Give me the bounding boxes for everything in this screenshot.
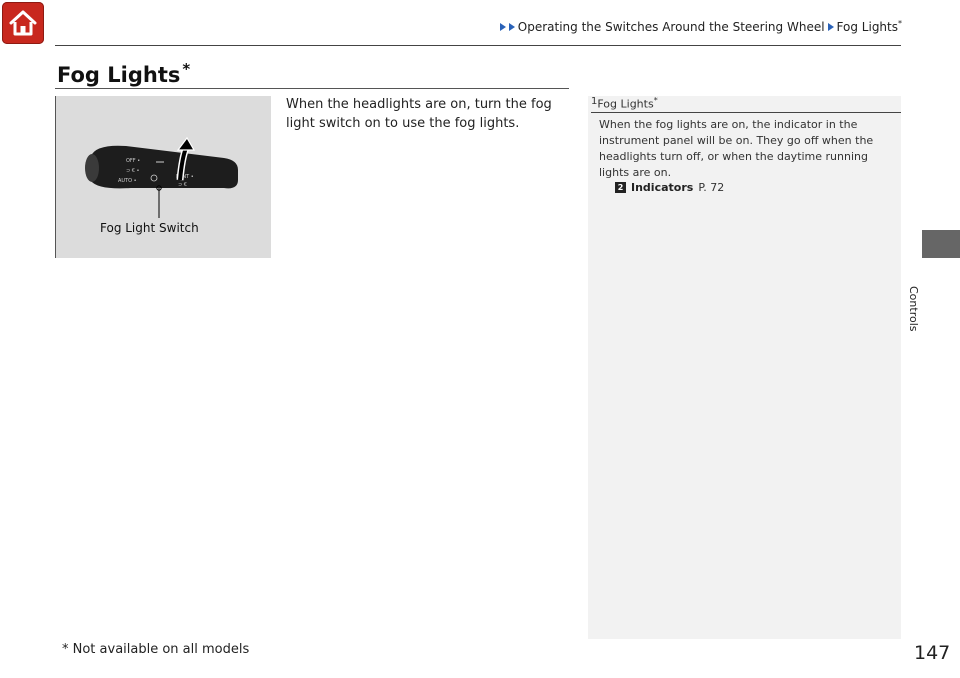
- side-note-heading: 1Fog Lights*: [591, 96, 658, 111]
- reference-arrow-icon: 2: [615, 182, 626, 193]
- reference-label: Indicators: [631, 181, 694, 194]
- svg-text:⊃ €: ⊃ €: [178, 182, 187, 188]
- svg-text:AUTO •: AUTO •: [118, 178, 137, 184]
- breadcrumb-asterisk: *: [898, 19, 902, 28]
- footnote: * Not available on all models: [62, 642, 250, 657]
- triangle-right-icon: [828, 23, 834, 31]
- reference-page: P. 72: [698, 181, 725, 194]
- indicators-reference-link[interactable]: [615, 181, 724, 194]
- home-icon: [2, 2, 44, 44]
- figure-caption: Fog Light Switch: [100, 221, 199, 235]
- breadcrumb-item-operating-switches[interactable]: Operating the Switches Around the Steering Wheel: [517, 19, 825, 34]
- triangle-right-icon: [500, 23, 506, 31]
- chapter-tab-label[interactable]: Controls: [907, 286, 920, 332]
- header-divider: [55, 45, 901, 46]
- side-note-number: 1: [591, 96, 598, 107]
- breadcrumb-item-fog-lights[interactable]: Fog Lights*: [836, 19, 902, 34]
- svg-text:FRNT •: FRNT •: [176, 174, 194, 180]
- body-paragraph: When the headlights are on, turn the fog light switch on to use the fog lights.: [286, 97, 552, 131]
- svg-text:⊃ € •: ⊃ € •: [126, 168, 140, 174]
- title-divider: [55, 88, 569, 89]
- side-note-text: When the fog lights are on, the indicator in the instrument panel will be on. They go off when the headlights turn off, or when the daytime running lights are on.: [599, 118, 874, 179]
- side-note-asterisk: *: [653, 96, 658, 105]
- home-button[interactable]: [2, 2, 44, 44]
- triangle-right-icon: [509, 23, 515, 31]
- side-note-divider: [591, 112, 901, 113]
- page-title: Fog Lights *: [57, 60, 191, 87]
- svg-text:OFF •: OFF •: [126, 158, 141, 164]
- page-number: 147: [914, 642, 951, 664]
- breadcrumb: [510, 19, 902, 34]
- title-asterisk: *: [182, 60, 191, 78]
- chapter-tab-marker[interactable]: [922, 230, 960, 258]
